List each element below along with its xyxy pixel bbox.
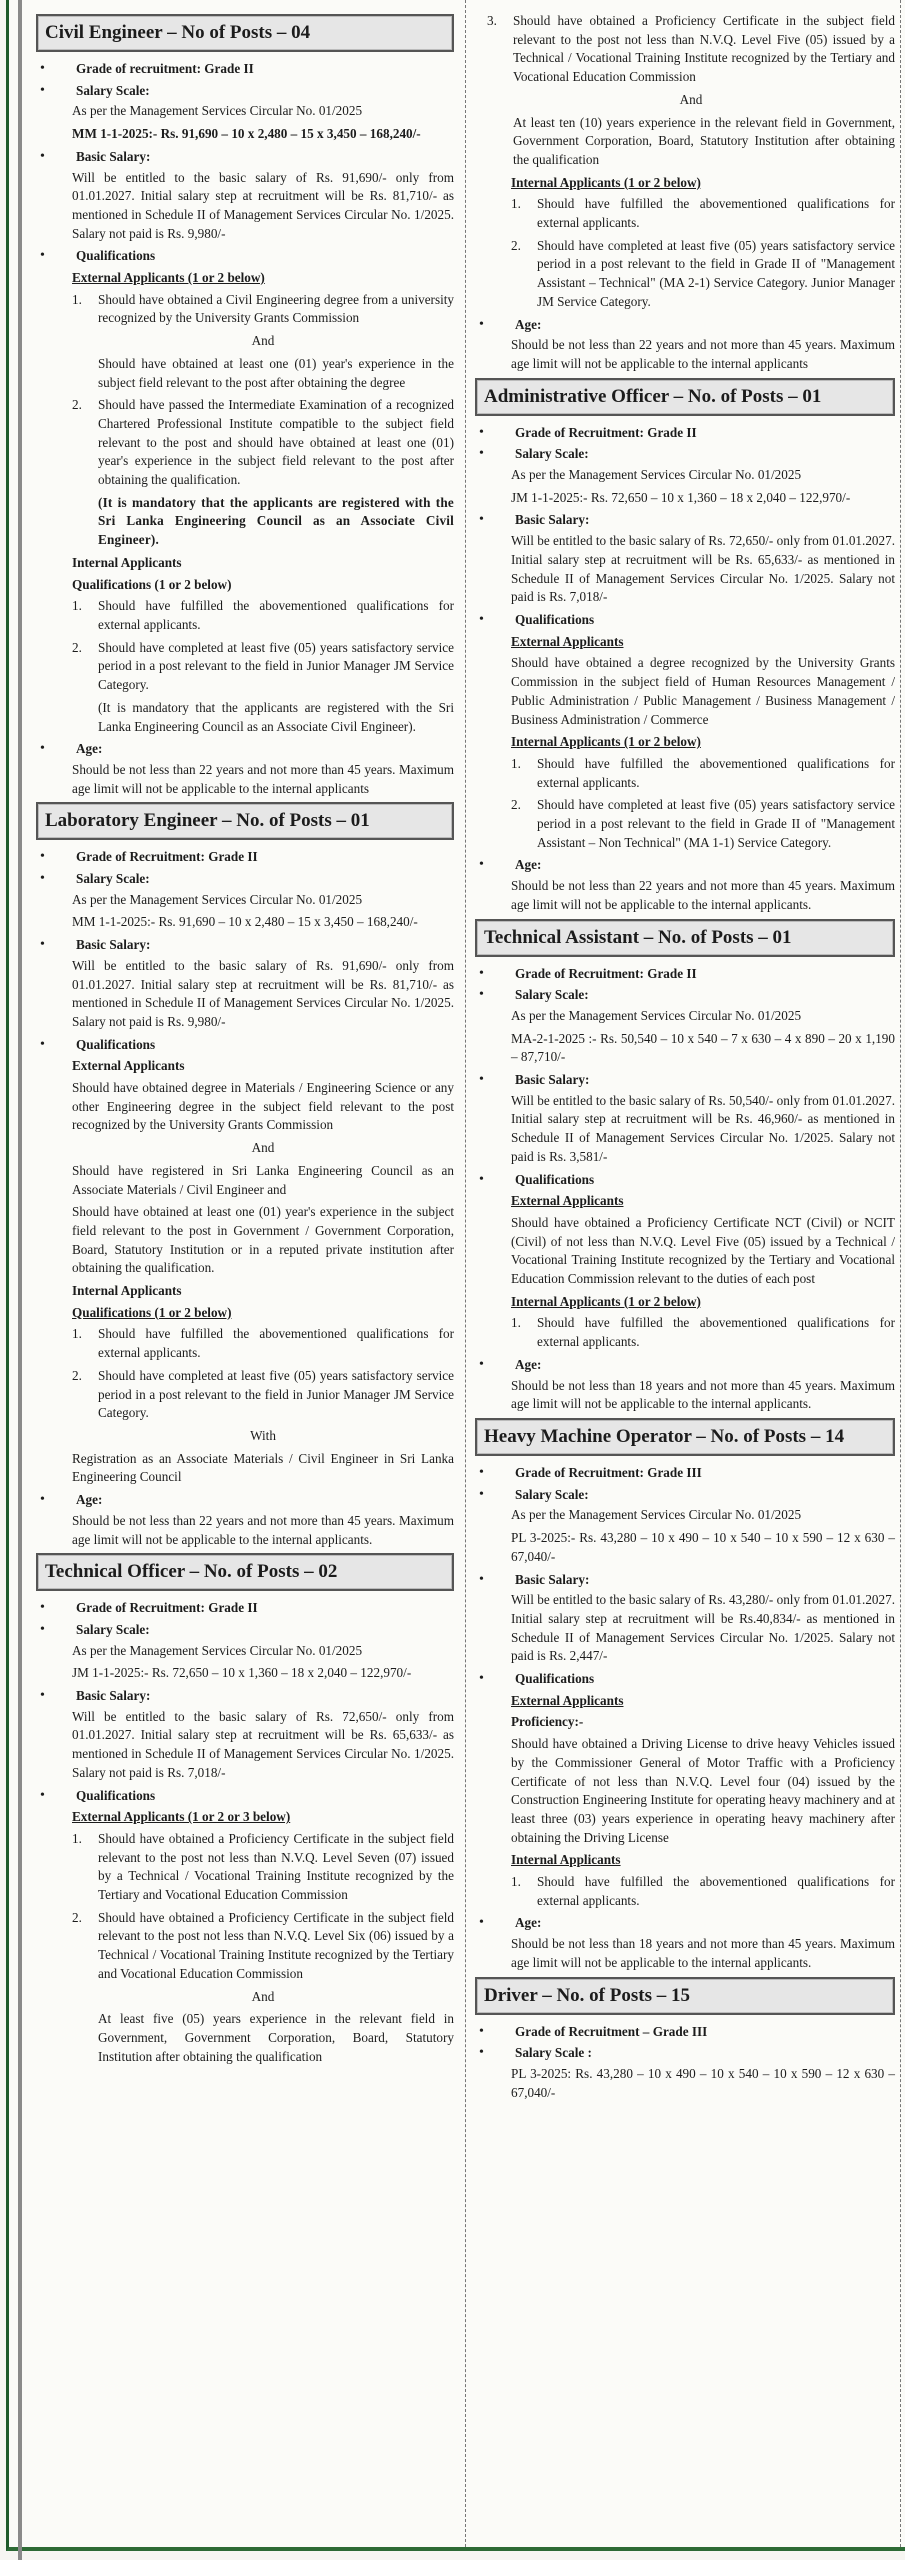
list-item: 2. Should have completed at least five (05) years satisfactory service period in a post relevant to the field in Grade II of "Management Assistant – Technical" (MA 2-1) Service Category. Junior Manager JM Service Category.: [511, 237, 895, 309]
salary-scale: MA-2-1-2025 :- Rs. 50,540 – 10 x 540 – 7 x 630 – 4 x 890 – 20 x 1,190 – 87,710/-: [511, 1030, 895, 1065]
bullet-icon: •: [479, 1671, 484, 1687]
salary-scale-item: • Salary Scale:: [36, 870, 454, 889]
bullet-icon: •: [40, 1688, 45, 1704]
list-item: 2. Should have completed at least five (05) years satisfactory service period in a post relevant to the field in Junior Manager JM Service Category.: [72, 1367, 454, 1421]
bullet-icon: •: [40, 148, 45, 164]
bullet-icon: •: [40, 937, 45, 953]
circular-ref: As per the Management Services Circular No. 01/2025: [72, 891, 363, 907]
with-connector: With: [250, 1428, 276, 1443]
salary-scale: PL 3-2025:- Rs. 43,280 – 10 x 490 – 10 x 540 – 10 x 590 – 12 x 630 – 67,040/-: [511, 1530, 895, 1564]
circular-ref: As per the Management Services Circular No. 01/2025: [72, 1642, 363, 1658]
grade-item: • Grade of Recruitment: Grade III: [475, 1464, 895, 1483]
right-column: [475, 10, 895, 2106]
internal-qualifications-heading: Qualifications (1 or 2 below): [72, 1304, 232, 1320]
list-item: 2. Should have completed at least five (05) years satisfactory service period in a post relevant to the field in Grade II of "Management Assistant – Non Technical" (MA 1-1) Service Category.: [511, 797, 895, 850]
basic-salary-text: Will be entitled to the basic salary of Rs. 91,690/- only from 01.01.2027. Initial salary step at recruitment will be Rs. 81,710/- as mentioned in Schedule II of Management Services Circular No. 1/2025. Salary not paid is Rs. 9,980/-: [72, 169, 454, 241]
bullet-icon: •: [479, 1072, 484, 1088]
basic-salary-text: Will be entitled to the basic salary of Rs. 43,280/- only from 01.01.2027. Initial salary step at recruitment will be Rs.40,834/- as mentioned in Schedule II of Management Services Circular No. 1/2025. Salary not paid is Rs. 2,447/-: [511, 1592, 895, 1664]
basic-salary-text: Will be entitled to the basic salary of Rs. 50,540/- only from 01.01.2027. Initial salary step at recruitment will be Rs. 46,960/- as mentioned in Schedule II of Management Services Circular No. 1/2025. Salary not paid is Rs. 3,581/-: [511, 1092, 895, 1164]
bullet-icon: •: [40, 1621, 45, 1637]
post-title: Administrative Officer – No. of Posts – 01: [475, 378, 895, 416]
bullet-icon: •: [40, 1492, 45, 1508]
bullet-icon: •: [479, 987, 484, 1003]
circular-ref: As per the Management Services Circular No. 01/2025: [511, 467, 802, 483]
bullet-icon: •: [479, 424, 484, 440]
bullet-icon: •: [479, 1571, 484, 1587]
salary-scale-item: • Salary Scale:: [475, 986, 895, 1005]
qualifications-item: • Qualifications: [36, 1036, 454, 1055]
bullet-icon: •: [40, 871, 45, 887]
age-text: Should be not less than 22 years and not more than 45 years. Maximum age limit will not be applicable to the internal applicants.: [511, 878, 895, 912]
external-applicants-heading: External Applicants (1 or 2 or 3 below): [72, 1809, 291, 1825]
post-civil-engineer: [36, 14, 454, 798]
list-item: 1. Should have fulfilled the abovementioned qualifications for external applicants.: [511, 1315, 895, 1350]
bullet-icon: •: [40, 1787, 45, 1803]
bullet-icon: •: [479, 611, 484, 627]
bullet-icon: •: [479, 1356, 484, 1372]
qualification-text: Should have obtained degree in Materials / Engineering Science or any other Engineering degree in the subject field relevant to the post recognized by the University Grants Commission: [72, 1080, 454, 1133]
post-heavy-machine-operator: [475, 1418, 895, 1973]
basic-salary-text: Will be entitled to the basic salary of Rs. 91,690/- only from 01.01.2027. Initial salary step at recruitment will be Rs. 81,710/- as mentioned in Schedule II of Management Services Circular No. 1/2025. Salary not paid is Rs. 9,980/-: [72, 957, 454, 1029]
qualification-text: Should have obtained at least one (01) year's experience in the subject field relevant to the post in Government / Government Corporation, Board, Statutory Institution or in a reputed private institution after obtaining the qualification.: [72, 1204, 454, 1276]
list-item: 1. Should have obtained a Civil Engineering degree from a university recognized by the University Grants Commission: [72, 291, 454, 326]
grade-item: • Grade of recruitment: Grade II: [36, 60, 454, 79]
post-laboratory-engineer: [36, 802, 454, 1549]
proficiency-heading: Proficiency:-: [511, 1714, 584, 1730]
bullet-icon: •: [479, 316, 484, 332]
right-edge-rule: [900, 0, 901, 2547]
post-administrative-officer: [475, 378, 895, 915]
salary-scale-item: • Salary Scale:: [475, 1486, 895, 1505]
bullet-icon: •: [479, 446, 484, 462]
basic-salary-item: • Basic Salary:: [475, 1571, 895, 1590]
external-applicants-heading: External Applicants: [511, 633, 624, 649]
and-connector: And: [679, 91, 703, 107]
qualification-text: Should have obtained a Proficiency Certificate NCT (Civil) or NCIT (Civil) of not less than N.V.Q. Level Five (05) issued by a Technical / Vocational Training Institute recognized by the Tertiary and Vocational Education Commission relevant to the duties of each post: [511, 1214, 895, 1287]
post-title: Laboratory Engineer – No. of Posts – 01: [36, 802, 454, 840]
circular-ref: As per the Management Services Circular No. 01/2025: [511, 1507, 802, 1523]
age-item: • Age:: [475, 316, 895, 335]
salary-scale: MM 1-1-2025:- Rs. 91,690 – 10 x 2,480 – 15 x 3,450 – 168,240/-: [72, 914, 418, 930]
age-item: • Age:: [475, 856, 895, 875]
salary-scale-item: • Salary Scale:: [475, 445, 895, 464]
basic-salary-item: • Basic Salary:: [475, 1071, 895, 1090]
bullet-icon: •: [479, 1171, 484, 1187]
grade-item: • Grade of Recruitment – Grade III: [475, 2023, 895, 2042]
basic-salary-text: Will be entitled to the basic salary of Rs. 72,650/- only from 01.01.2027. Initial salary step at recruitment will be Rs. 65,633/- as mentioned in Schedule II of Management Services Circular No. 1/2025. Salary not paid is Rs. 7,018/-: [511, 533, 895, 605]
salary-scale-item: • Salary Scale :: [475, 2044, 895, 2063]
qualification-text: Should have registered in Sri Lanka Engineering Council as an Associate Materials / Civil Engineer and: [72, 1162, 454, 1197]
list-item: 1. Should have obtained a Proficiency Certificate in the subject field relevant to the post not less than N.V.Q. Level Seven (07) issued by a Technical / Vocational Training Institute recognized by the Tertiary and Vocational Education Commission: [72, 1830, 454, 1903]
and-connector: And: [251, 1140, 275, 1156]
qualification-text: Registration as an Associate Materials / Civil Engineer in Sri Lanka Engineering Council: [72, 1450, 454, 1485]
basic-salary-text: Will be entitled to the basic salary of Rs. 72,650/- only from 01.01.2027. Initial salary step at recruitment will be Rs. 65,633/- as mentioned in Schedule II of Management Services Circular No. 1/2025. Salary not paid is Rs. 7,018/-: [72, 1708, 454, 1780]
list-item: 2. Should have completed at least five (05) years satisfactory service period in a post relevant to the field in Junior Manager JM Service Category.: [72, 639, 454, 693]
grade-item: • Grade of Recruitment: Grade II: [475, 965, 895, 984]
age-item: • Age:: [475, 1356, 895, 1375]
qualifications-item: • Qualifications: [475, 1670, 895, 1689]
circular-ref: As per the Management Services Circular No. 01/2025: [511, 1007, 802, 1023]
mandatory-note: (It is mandatory that the applicants are registered with the Sri Lanka Engineering Council as an Associate Civil Engineer).: [98, 699, 454, 734]
bullet-icon: •: [40, 741, 45, 757]
age-text: Should be not less than 22 years and not more than 45 years. Maximum age limit will not be applicable to the internal applicants.: [72, 1512, 454, 1547]
external-applicants-heading: External Applicants: [511, 1193, 624, 1209]
post-title: Heavy Machine Operator – No. of Posts – 14: [475, 1418, 895, 1456]
bullet-icon: •: [479, 1465, 484, 1480]
internal-applicants-heading: Internal Applicants (1 or 2 below): [511, 734, 701, 750]
internal-applicants-heading: Internal Applicants: [72, 554, 182, 570]
post-title: Technical Assistant – No. of Posts – 01: [475, 919, 895, 957]
post-title: Technical Officer – No. of Posts – 02: [36, 1553, 454, 1591]
bullet-icon: •: [40, 248, 45, 264]
bullet-icon: •: [40, 1036, 45, 1052]
salary-scale: MM 1-1-2025:- Rs. 91,690 – 10 x 2,480 – 15 x 3,450 – 168,240/-: [72, 126, 421, 142]
salary-scale: PL 3-2025: Rs. 43,280 – 10 x 490 – 10 x 540 – 10 x 590 – 12 x 630 – 67,040/-: [511, 2065, 895, 2100]
internal-applicants-heading: Internal Applicants (1 or 2 below): [511, 1293, 701, 1309]
age-text: Should be not less than 22 years and not more than 45 years. Maximum age limit will not be applicable to the internal applicants: [72, 761, 454, 796]
basic-salary-item: • Basic Salary:: [475, 511, 895, 530]
list-item: 1. Should have fulfilled the abovementioned qualifications for external applicants.: [511, 755, 895, 790]
list-item: 1. Should have fulfilled the abovementioned qualifications for external applicants.: [511, 196, 895, 231]
post-title: Driver – No. of Posts – 15: [475, 1977, 895, 2015]
grade-item: • Grade of Recruitment: Grade II: [36, 1599, 454, 1618]
external-applicants-heading: External Applicants: [511, 1692, 624, 1708]
bullet-icon: •: [479, 857, 484, 873]
left-column: [36, 10, 454, 2070]
bullet-icon: •: [479, 965, 484, 981]
age-item: • Age:: [475, 1914, 895, 1933]
list-item: 3. Should have obtained a Proficiency Certificate in the subject field relevant to the post not less than N.V.Q. Level Five (05) issued by a Technical / Vocational Training Institute recognized by the Tertiary and Vocational Education Commission: [487, 13, 895, 85]
list-item-continuation: Should have obtained at least one (01) year's experience in the subject field relevant to the post after obtaining the degree: [98, 355, 454, 390]
list-item: 2. Should have obtained a Proficiency Certificate in the subject field relevant to the post not less than N.V.Q. Level Six (06) issued by a Technical / Vocational Training Institute recognized by the Tertiary and Vocational Education Commission: [72, 1909, 454, 1981]
salary-scale: JM 1-1-2025:- Rs. 72,650 – 10 x 1,360 – 18 x 2,040 – 122,970/-: [72, 1665, 412, 1681]
salary-scale-item: • Salary Scale:: [36, 82, 454, 101]
qualification-text: Should have obtained a degree recognized by the University Grants Commission in the subject field of Human Resources Management / Public Administration / Public Management / Business Management / Business Administration / Commerce: [511, 655, 895, 727]
grade-item: • Grade of Recruitment: Grade II: [475, 424, 895, 443]
age-item: • Age:: [36, 740, 454, 759]
age-text: Should be not less than 22 years and not more than 45 years. Maximum age limit will not be applicable to the internal applicants: [511, 337, 895, 371]
post-title: Civil Engineer – No of Posts – 04: [36, 14, 454, 52]
qualifications-item: • Qualifications: [475, 611, 895, 630]
list-item: 1. Should have fulfilled the abovementioned qualifications for external applicants.: [72, 598, 454, 632]
age-item: • Age:: [36, 1491, 454, 1510]
bullet-icon: •: [40, 61, 45, 76]
bullet-icon: •: [40, 849, 45, 865]
list-item: 1. Should have fulfilled the abovementioned qualifications for external applicants.: [511, 1874, 895, 1908]
column-divider: [465, 0, 466, 2547]
qualifications-item: • Qualifications: [36, 1787, 454, 1806]
list-item-continuation: At least five (05) years experience in the relevant field in Government, Government Corporation, Board, Statutory Institution after obtaining the qualification: [98, 2011, 454, 2064]
post-driver: [475, 1977, 895, 2103]
bullet-icon: •: [40, 82, 45, 98]
bullet-icon: •: [479, 2023, 484, 2039]
external-applicants-heading: External Applicants: [72, 1058, 185, 1074]
internal-applicants-heading: Internal Applicants (1 or 2 below): [511, 174, 701, 190]
list-item: 1. Should have fulfilled the abovementioned qualifications for external applicants.: [72, 1326, 454, 1361]
list-item: 2. Should have passed the Intermediate Examination of a recognized Chartered Professional Institute compatible to the subject field relevant to the post and should have obtained at least one (01) year's experience in the subject field relevant to the post after obtaining the qualification.: [72, 397, 454, 488]
internal-qualifications-heading: Qualifications (1 or 2 below): [72, 576, 232, 592]
post-technical-assistant: [475, 919, 895, 1414]
and-connector: And: [251, 1988, 275, 2004]
bullet-icon: •: [40, 1600, 45, 1616]
bullet-icon: •: [479, 1486, 484, 1502]
basic-salary-item: • Basic Salary:: [36, 148, 454, 167]
salary-scale-item: • Salary Scale:: [36, 1621, 454, 1640]
left-rule: [18, 0, 22, 2560]
external-applicants-heading: External Applicants (1 or 2 below): [72, 270, 265, 286]
internal-applicants-heading: Internal Applicants: [511, 1852, 621, 1868]
list-item-continuation: At least ten (10) years experience in the relevant field in Government, Government Corporation, Board, Statutory Institution after obtaining the qualification: [513, 114, 895, 167]
internal-applicants-heading: Internal Applicants: [72, 1283, 182, 1299]
post-technical-officer-continued: [475, 12, 895, 374]
circular-ref: As per the Management Services Circular No. 01/2025: [72, 103, 363, 119]
qualifications-item: • Qualifications: [475, 1171, 895, 1190]
and-connector: And: [251, 333, 275, 349]
bullet-icon: •: [479, 2045, 484, 2061]
age-text: Should be not less than 18 years and not more than 45 years. Maximum age limit will not be applicable to the internal applicants.: [511, 1377, 895, 1412]
mandatory-note: (It is mandatory that the applicants are registered with the Sri Lanka Engineering Council as an Associate Civil Engineer).: [98, 494, 454, 548]
basic-salary-item: • Basic Salary:: [36, 936, 454, 955]
qualifications-item: • Qualifications: [36, 247, 454, 266]
salary-scale: JM 1-1-2025:- Rs. 72,650 – 10 x 1,360 – 18 x 2,040 – 122,970/-: [511, 489, 851, 505]
grade-item: • Grade of Recruitment: Grade II: [36, 848, 454, 867]
qualification-text: Should have obtained a Driving License to drive heavy Vehicles issued by the Commissioner General of Motor Traffic with a Proficiency Certificate of not less than N.V.Q. Level four (04) issued by the Construction Engineering Institute for operating heavy machinery and at least three (03) years experience in operating heavy machinery after obtaining the Driving License: [511, 1736, 895, 1845]
post-technical-officer: [36, 1553, 454, 2066]
bullet-icon: •: [479, 512, 484, 528]
age-text: Should be not less than 18 years and not more than 45 years. Maximum age limit will not be applicable to the internal applicants.: [511, 1936, 895, 1970]
bullet-icon: •: [479, 1915, 484, 1931]
basic-salary-item: • Basic Salary:: [36, 1687, 454, 1706]
